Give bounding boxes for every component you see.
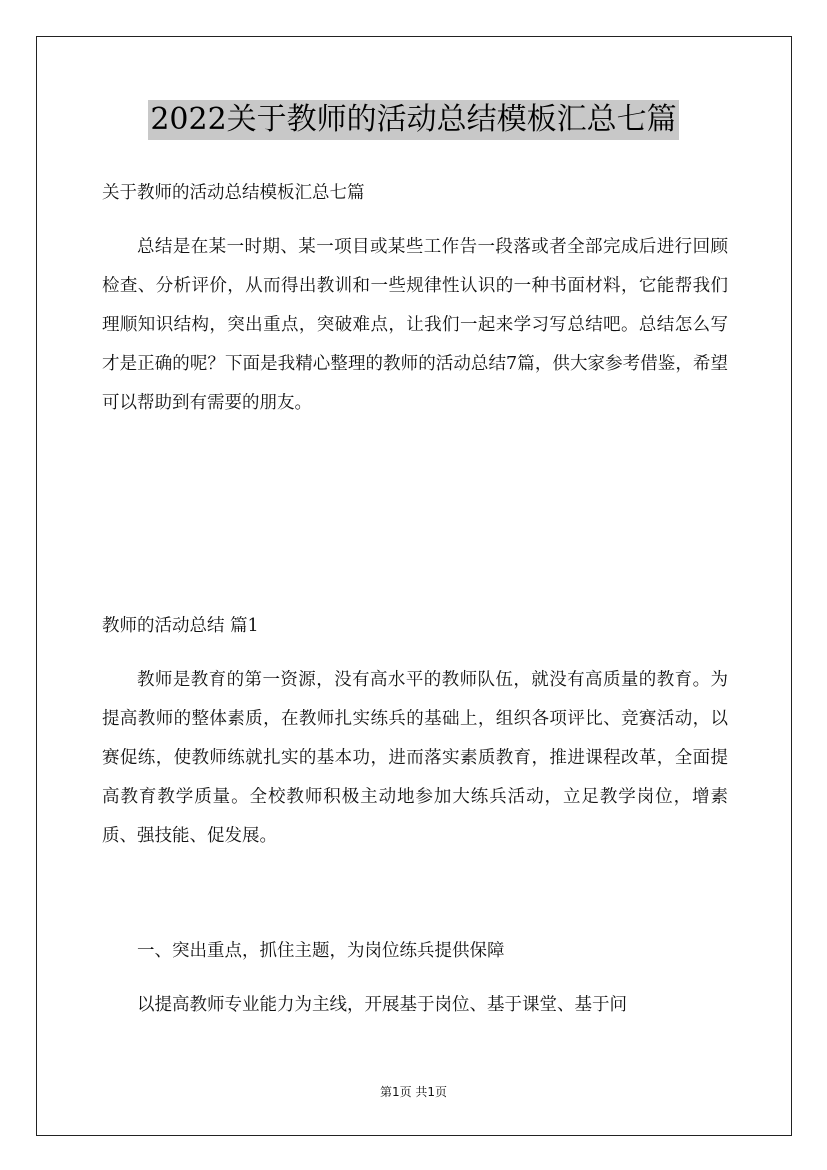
heading-1: 一、突出重点，抓住主题，为岗位练兵提供保障 (137, 941, 505, 961)
document-title: 2022关于教师的活动总结模板汇总七篇 (148, 100, 678, 140)
paragraph-2: 以提高教师专业能力为主线，开展基于岗位、基于课堂、基于问 (137, 995, 627, 1015)
intro-paragraph: 总结是在某一时期、某一项目或某些工作告一段落或者全部完成后进行回顾检查、分析评价，从而得出教训和一些规律性认识的一种书面材料，它能帮我们理顺知识结构，突出重点，突破难点，让我们一起来学习写总结吧。总结怎么写才是正确的呢？下面是我精心整理的教师的活动总结7篇，供大家参考借鉴，希望可以帮助到有需要的朋友。 (102, 237, 728, 413)
page-footer: 第1页 共1页 (379, 1085, 448, 1099)
title-container (0, 100, 827, 140)
paragraph-1: 教师是教育的第一资源，没有高水平的教师队伍，就没有高质量的教育。为提高教师的整体素质，在教师扎实练兵的基础上，组织各项评比、竞赛活动，以赛促练，使教师练就扎实的基本功，进而落实素质教育，推进课程改革，全面提高教育教学质量。全校教师积极主动地参加大练兵活动，立足教学岗位，增素质、强技能、促发展。 (102, 670, 728, 846)
section-heading: 教师的活动总结 篇1 (102, 616, 259, 636)
document-subtitle: 关于教师的活动总结模板汇总七篇 (102, 183, 365, 203)
